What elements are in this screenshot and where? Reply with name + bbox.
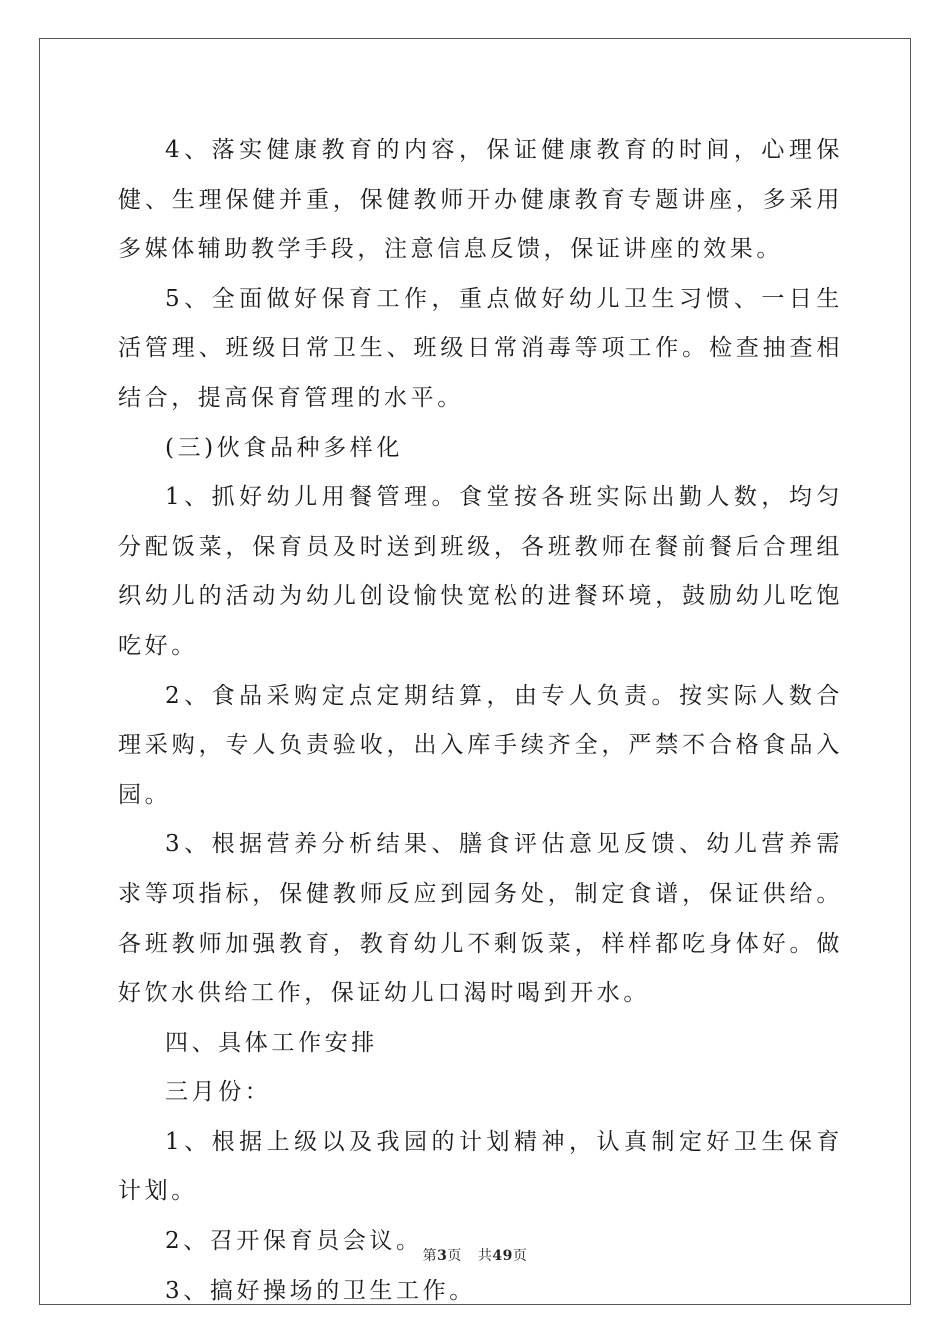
- paragraph-meal-management: 1、抓好幼儿用餐管理。食堂按各班实际出勤人数，均匀分配饭菜，保育员及时送到班级，各班教师在餐前餐后合理组织幼儿的活动为幼儿创设愉快宽松的进餐环境，鼓励幼儿吃饱吃好。: [118, 484, 843, 659]
- list-item-meeting: 2、召开保育员会议。: [165, 1228, 423, 1255]
- paragraph-childcare-work: 5、全面做好保育工作，重点做好幼儿卫生习惯、一日生活管理、班级日常卫生、班级日常消毒等项工作。检查抽查相结合，提高保育管理的水平。: [118, 285, 843, 411]
- total-pages: 49: [492, 1248, 513, 1264]
- section-heading-food-variety: (三)伙食品种多样化: [165, 434, 403, 461]
- paragraph-health-education: 4、落实健康教育的内容，保证健康教育的时间，心理保健、生理保健并重，保健教师开办健康教育专题讲座，多采用多媒体辅助教学手段，注意信息反馈，保证讲座的效果。: [118, 137, 843, 263]
- page-footer: [0, 1245, 950, 1265]
- list-item-plan: 1、根据上级以及我园的计划精神，认真制定好卫生保育计划。: [118, 1128, 843, 1205]
- month-heading-march: 三月份：: [165, 1079, 272, 1106]
- page-number: 3: [437, 1248, 448, 1264]
- document-body: [118, 126, 843, 1316]
- total-prefix: 共: [477, 1248, 493, 1264]
- total-suffix: 页: [512, 1248, 528, 1264]
- page-prefix: 第: [422, 1248, 438, 1264]
- list-item-playground: 3、搞好操场的卫生工作。: [165, 1277, 476, 1304]
- section-heading-work-schedule: 四、具体工作安排: [165, 1029, 378, 1056]
- paragraph-nutrition-analysis: 3、根据营养分析结果、膳食评估意见反馈、幼儿营养需求等项指标，保健教师反应到园务处，制定食谱，保证供给。各班教师加强教育，教育幼儿不剩饭菜，样样都吃身体好。做好饮水供给工作，保证幼儿口渴时喝到开水。: [118, 831, 843, 1007]
- page-suffix: 页: [447, 1248, 462, 1264]
- paragraph-food-purchasing: 2、食品采购定点定期结算，由专人负责。按实际人数合理采购，专人负责验收，出入库手续齐全，严禁不合格食品入园。: [118, 682, 843, 808]
